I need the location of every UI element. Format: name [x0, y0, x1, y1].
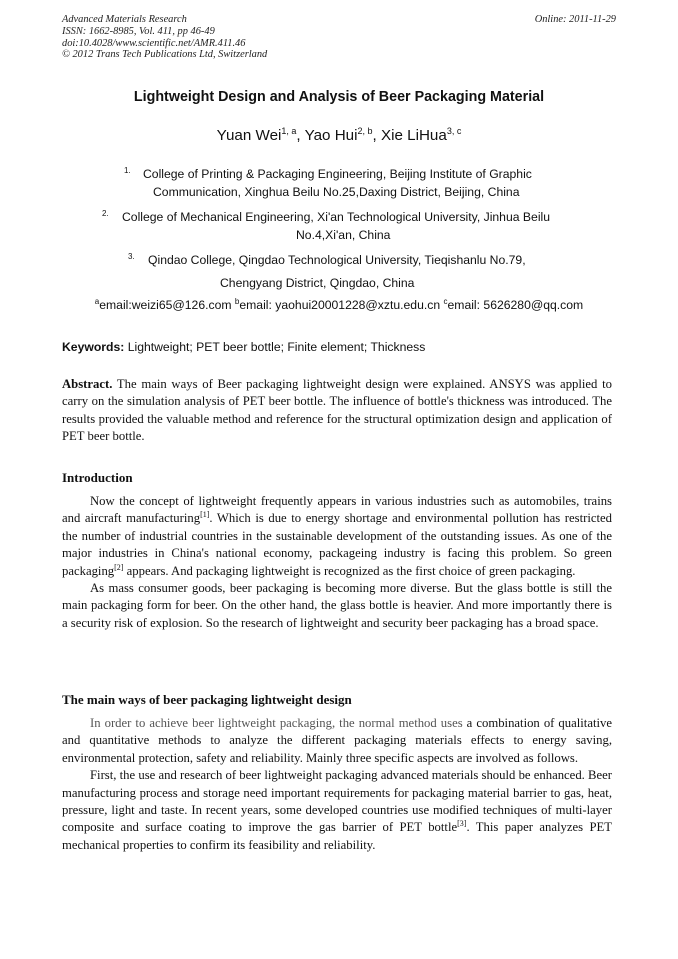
- keywords-text: Lightweight; PET beer bottle; Finite element; Thickness: [127, 340, 426, 354]
- section-heading: Introduction: [62, 470, 133, 485]
- author-name: Yuan Wei: [216, 127, 282, 144]
- affiliation-line: Chengyang District, Qingdao, China: [220, 276, 415, 290]
- email-address: email: 5626280@qq.com: [447, 298, 584, 312]
- paragraph: First, the use and research of beer lightweight packaging advanced materials should be enhanced. Beer manufacturing process and storage need important requirements for packaging material barrier to gas, heat, pressure, light and taste. In recent years, some developed countries use modified techniques of multi-layer composite and surface coating to improve the gas barrier of PET bottle[3]. This paper analyzes PET mechanical properties to confirm its feasibility and reliability.: [62, 768, 613, 852]
- paper-page: Advanced Materials Research ISSN: 1662-8985, Vol. 411, pp 46-49 doi:10.4028/www.scientific.net/AMR.411.46 © 2012 Trans Tech Publications Ltd, Switzerland Online: 2011-11-29 Lightweight Design and Analysis of Beer Packaging Material Yuan Wei$^{1, a}$, Yao Hui$^{2, b}$, Xie LiHua$^{3, c}$ 1. College of Printing & Packaging Engineering, Beijing Institute of Graphic Communication, Xinghua Beilu No.25,Daxing District, Beijing, China 2. College of Mechanical Engineering, Xi'an Technological University, Jinhua Beilu No.4,Xi'an, China 3. Qindao College, Qingdao Technological University, Tieqishanlu No.79, Chengyang District, Qingdao, China $^a$email:weizi65@126.com $^b$email: yaohui20001228@xztu.edu.cn $^c$email: 5626280@qq.com Keywords: Lightweight; PET beer bottle; Finite element; Thickness Abstract. The main ways of Beer packaging lightweight design were explained. ANSYS was applied to carry on the simulation analysis of PET beer bottle. The influence of bottle's thickness was introduced. The results provided the valuable method and reference for the structural optimization design and application of PET beer bottle. Introduction Now the concept of lightweight frequently appears in various industries such as automobiles, trains and aircraft manufacturing[1]. Which is due to energy shortage and environmental pollution has restricted the number of industrial countries in the sustainable development of the outstanding issues. As one of the major industries in China's national economy, packageing industry is facing this problem. So green packaging[2] appears. And packaging lightweight is recognized as the first choice of green packaging. As mass consumer goods, beer packaging is becoming more diverse. But the glass bottle is still the main packaging form for beer. On the other hand, the glass bottle is heavier. And more importantly there is a security risk of explosion. So the research of lightweight and security beer packaging has a broad space. The main ways of beer packaging lightweight design In order to achieve beer lightweight packaging, the normal method uses a combination of qualitative and quantitative methods to analyze the different packaging materials effects to energy saving, environmental protection, safety and reliability. Mainly three specific aspects are involved as follows. First, the use and research of beer lightweight packaging advanced materials should be enhanced. Beer manufacturing process and storage need important requirements for packaging material barrier to gas, heat, pressure, light and taste. In recent years, some developed countries use modified techniques of multi-layer composite and surface coating to improve the gas barrier of PET bottle[3]. This paper analyzes PET mechanical properties to confirm its feasibility and reliability.: [0, 0, 678, 959]
- journal-name: Advanced Materials Research: [62, 14, 187, 25]
- email-address: email:weizi65@126.com: [99, 298, 232, 312]
- affiliation-line: College of Mechanical Engineering, Xi'an Technological University, Jinhua Beilu: [122, 210, 551, 224]
- paragraph: As mass consumer goods, beer packaging is becoming more diverse. But the glass bottle is still the main packaging form for beer. On the other hand, the glass bottle is heavier. And more importantly there is a security risk of explosion. So the research of lightweight and security beer packaging has a broad space.: [62, 581, 612, 630]
- author-list: Yuan Wei$^{1, a}$, Yao Hui$^{2, b}$, Xie LiHua$^{3, c}$: [216, 126, 462, 144]
- citation: [1]: [200, 510, 210, 520]
- affiliation-line: Qindao College, Qingdao Technological University, Tieqishanlu No.79,: [148, 253, 526, 267]
- paper-title: Lightweight Design and Analysis of Beer Packaging Material: [133, 89, 545, 105]
- journal-doi: doi:10.4028/www.scientific.net/AMR.411.46: [62, 37, 246, 49]
- online-date: Online: 2011-11-29: [534, 14, 616, 25]
- author-marker: 1, a: [281, 126, 297, 136]
- author-name: Yao Hui: [304, 127, 358, 144]
- author-marker: 2, b: [357, 126, 373, 136]
- email-list: [62, 298, 616, 312]
- affiliation-line: No.4,Xi'an, China: [296, 228, 391, 242]
- section2-body: [62, 715, 612, 854]
- journal-copyright: © 2012 Trans Tech Publications Ltd, Switzerland: [62, 49, 268, 61]
- journal-issn: ISSN: 1662-8985, Vol. 411, pp 46-49: [62, 25, 215, 37]
- author-marker: 3, c: [446, 126, 462, 136]
- email-address: email: yaohui20001228@xztu.edu.cn: [239, 298, 441, 312]
- journal-header: [62, 14, 616, 61]
- abstract-label: Abstract.: [62, 377, 113, 391]
- email-marker: c: [443, 297, 448, 306]
- email-marker: b: [234, 297, 240, 306]
- citation: [3]: [457, 819, 467, 829]
- email-marker: a: [94, 297, 100, 306]
- abstract-text: The main ways of Beer packaging lightweight design were explained. ANSYS was applied to carry on the simulation analysis of PET beer bottle. The influence of bottle's thickness was introduced. The results provided the valuable method and reference for the structural optimization design and application of PET beer bottle.: [62, 377, 612, 444]
- keywords: [62, 340, 425, 354]
- affiliation-line: Communication, Xinghua Beilu No.25,Daxing District, Beijing, China: [153, 185, 520, 199]
- introduction-body: [62, 493, 612, 632]
- affiliation-line: College of Printing & Packaging Engineering, Beijing Institute of Graphic: [143, 167, 532, 181]
- keywords-label: Keywords:: [62, 340, 125, 354]
- section-heading: The main ways of beer packaging lightweight design: [62, 692, 352, 707]
- author-name: Xie LiHua: [380, 127, 447, 144]
- paragraph: In order to achieve beer lightweight packaging, the normal method uses a combination of qualitative and quantitative methods to analyze the different packaging materials effects to energy saving, environmental protection, safety and reliability. Mainly three specific aspects are involved as follows.: [62, 716, 612, 765]
- abstract: [62, 376, 612, 446]
- citation: [2]: [114, 562, 124, 572]
- paragraph: Now the concept of lightweight frequently appears in various industries such as automobiles, trains and aircraft manufacturing[1]. Which is due to energy shortage and environmental pollution has restricted the number of industrial countries in the sustainable development of the outstanding issues. As one of the major industries in China's national economy, packageing industry is facing this problem. So green packaging[2] appears. And packaging lightweight is recognized as the first choice of green packaging.: [62, 494, 612, 578]
